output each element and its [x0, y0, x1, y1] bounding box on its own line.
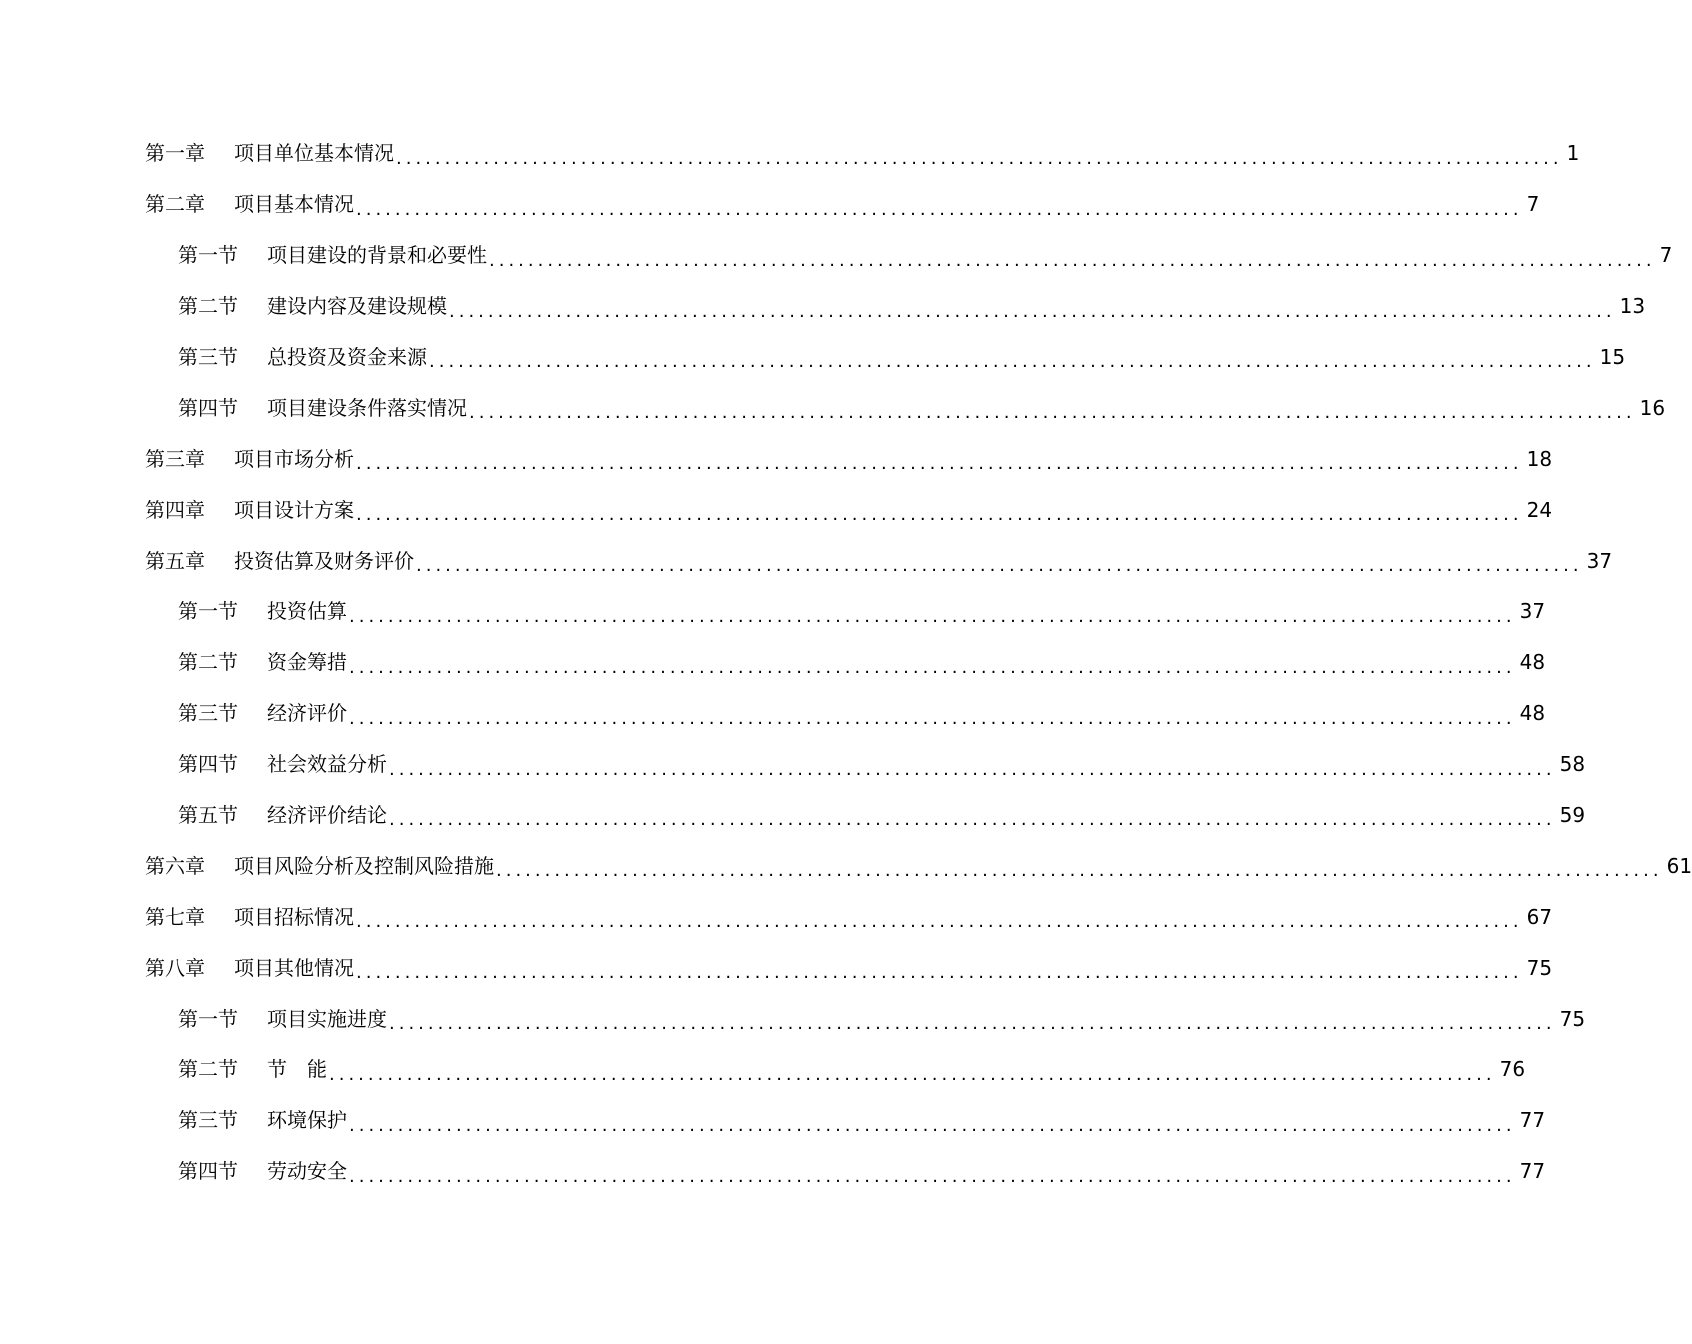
toc-entry-title: 环境保护	[267, 1108, 347, 1133]
toc-entry-page-number: 37	[1519, 599, 1546, 624]
toc-entry-label: 第四节	[178, 752, 238, 777]
toc-entry-label: 第四节	[178, 395, 238, 420]
toc-entry-label: 第六章	[145, 853, 205, 878]
toc-entry-label: 第一节	[178, 243, 238, 268]
dot-leader: ........................................................................................................................	[389, 1013, 1556, 1035]
toc-entry-page-number: 61	[1666, 853, 1692, 878]
toc-entry-title: 经济评价结论	[267, 803, 387, 828]
toc-entry-chapter[interactable]	[0, 891, 1553, 942]
dot-leader: ........................................................................................................................	[349, 707, 1516, 729]
table-of-contents	[0, 128, 1692, 1197]
toc-entry-label: 第四章	[145, 497, 205, 522]
toc-entry-page-number: 7	[1659, 243, 1673, 268]
toc-entry-section[interactable]	[0, 739, 1586, 790]
dot-leader: ........................................................................................................................	[356, 198, 1523, 220]
toc-entry-page-number: 7	[1526, 192, 1540, 217]
toc-entry-page-number: 37	[1586, 548, 1613, 573]
dot-leader: ........................................................................................................................	[356, 453, 1523, 475]
toc-entry-title: 投资估算	[267, 599, 347, 624]
toc-entry-section[interactable]	[0, 1095, 1546, 1146]
dot-leader: ........................................................................................................................	[449, 300, 1616, 322]
toc-entry-page-number: 24	[1526, 497, 1553, 522]
toc-entry-chapter[interactable]	[0, 128, 1580, 179]
toc-entry-label: 第四节	[178, 1159, 238, 1184]
toc-entry-title: 项目设计方案	[234, 497, 354, 522]
toc-entry-label: 第七章	[145, 904, 205, 929]
toc-entry-section[interactable]	[0, 586, 1546, 637]
toc-entry-title: 项目基本情况	[234, 192, 354, 217]
toc-entry-section[interactable]	[0, 382, 1666, 433]
dot-leader: ........................................................................................................................	[349, 656, 1516, 678]
toc-entry-chapter[interactable]	[0, 484, 1553, 535]
toc-entry-section[interactable]	[0, 790, 1586, 841]
toc-entry-label: 第二节	[178, 650, 238, 675]
dot-leader: ........................................................................................................................	[389, 758, 1556, 780]
toc-entry-title: 项目风险分析及控制风险措施	[234, 853, 494, 878]
toc-entry-section[interactable]	[0, 332, 1626, 383]
toc-entry-page-number: 13	[1619, 294, 1646, 319]
toc-entry-page-number: 16	[1639, 395, 1666, 420]
toc-entry-section[interactable]	[0, 637, 1546, 688]
toc-entry-section[interactable]	[0, 281, 1646, 332]
toc-entry-page-number: 77	[1519, 1108, 1546, 1133]
toc-entry-section[interactable]	[0, 993, 1586, 1044]
toc-entry-title: 项目实施进度	[267, 1006, 387, 1031]
toc-entry-title: 建设内容及建设规模	[267, 294, 447, 319]
toc-entry-page-number: 48	[1519, 650, 1546, 675]
toc-entry-title: 投资估算及财务评价	[234, 548, 414, 573]
dot-leader: ........................................................................................................................	[356, 962, 1523, 984]
toc-entry-title: 项目建设的背景和必要性	[267, 243, 487, 268]
toc-entry-title: 社会效益分析	[267, 752, 387, 777]
toc-entry-title: 劳动安全	[267, 1159, 347, 1184]
toc-entry-chapter[interactable]	[0, 433, 1553, 484]
dot-leader: ........................................................................................................................	[356, 504, 1523, 526]
toc-entry-page-number: 1	[1566, 141, 1580, 166]
toc-entry-label: 第二章	[145, 192, 205, 217]
dot-leader: ........................................................................................................................	[389, 809, 1556, 831]
toc-entry-title: 资金筹措	[267, 650, 347, 675]
dot-leader: ........................................................................................................................	[469, 402, 1636, 424]
toc-entry-label: 第一节	[178, 1006, 238, 1031]
toc-entry-label: 第三节	[178, 345, 238, 369]
toc-entry-page-number: 67	[1526, 904, 1553, 929]
dot-leader: ........................................................................................................................	[489, 249, 1656, 271]
toc-entry-chapter[interactable]	[0, 840, 1692, 891]
toc-entry-page-number: 75	[1526, 955, 1553, 980]
dot-leader: ........................................................................................................................	[329, 1063, 1496, 1085]
toc-entry-page-number: 58	[1559, 752, 1586, 777]
toc-entry-label: 第八章	[145, 955, 205, 980]
toc-entry-page-number: 48	[1519, 701, 1546, 726]
toc-entry-page-number: 18	[1526, 446, 1553, 471]
dot-leader: ........................................................................................................................	[416, 555, 1583, 577]
toc-entry-section[interactable]	[0, 1044, 1526, 1095]
dot-leader: ........................................................................................................................	[496, 860, 1663, 882]
toc-entry-chapter[interactable]	[0, 942, 1553, 993]
toc-entry-title: 总投资及资金来源	[267, 345, 427, 369]
toc-entry-chapter[interactable]	[0, 535, 1613, 586]
toc-entry-title: 项目市场分析	[234, 446, 354, 471]
toc-entry-label: 第五章	[145, 548, 205, 573]
toc-entry-title: 项目其他情况	[234, 955, 354, 980]
dot-leader: ........................................................................................................................	[349, 605, 1516, 627]
toc-entry-chapter[interactable]	[0, 179, 1540, 230]
toc-entry-page-number: 15	[1599, 345, 1626, 369]
dot-leader: ........................................................................................................................	[356, 911, 1523, 933]
dot-leader: ........................................................................................................................	[349, 1114, 1516, 1136]
toc-entry-label: 第三章	[145, 446, 205, 471]
toc-entry-page-number: 76	[1499, 1057, 1526, 1082]
toc-entry-title: 项目招标情况	[234, 904, 354, 929]
toc-entry-label: 第二节	[178, 1057, 238, 1082]
toc-entry-title: 经济评价	[267, 701, 347, 726]
toc-entry-section[interactable]	[0, 230, 1673, 281]
toc-entry-label: 第五节	[178, 803, 238, 828]
dot-leader: ........................................................................................................................	[429, 351, 1596, 373]
toc-entry-section[interactable]	[0, 688, 1546, 739]
toc-entry-section[interactable]	[0, 1146, 1546, 1197]
dot-leader: ........................................................................................................................	[396, 147, 1563, 169]
toc-entry-page-number: 77	[1519, 1159, 1546, 1184]
toc-entry-label: 第三节	[178, 701, 238, 726]
dot-leader: ........................................................................................................................	[349, 1165, 1516, 1187]
toc-entry-title: 项目单位基本情况	[234, 141, 394, 166]
toc-entry-label: 第一节	[178, 599, 238, 624]
toc-entry-label: 第二节	[178, 294, 238, 319]
toc-entry-label: 第三节	[178, 1108, 238, 1133]
toc-entry-title: 项目建设条件落实情况	[267, 395, 467, 420]
toc-entry-title: 节 能	[267, 1057, 327, 1082]
toc-entry-page-number: 75	[1559, 1006, 1586, 1031]
toc-entry-label: 第一章	[145, 141, 205, 166]
toc-entry-page-number: 59	[1559, 803, 1586, 828]
